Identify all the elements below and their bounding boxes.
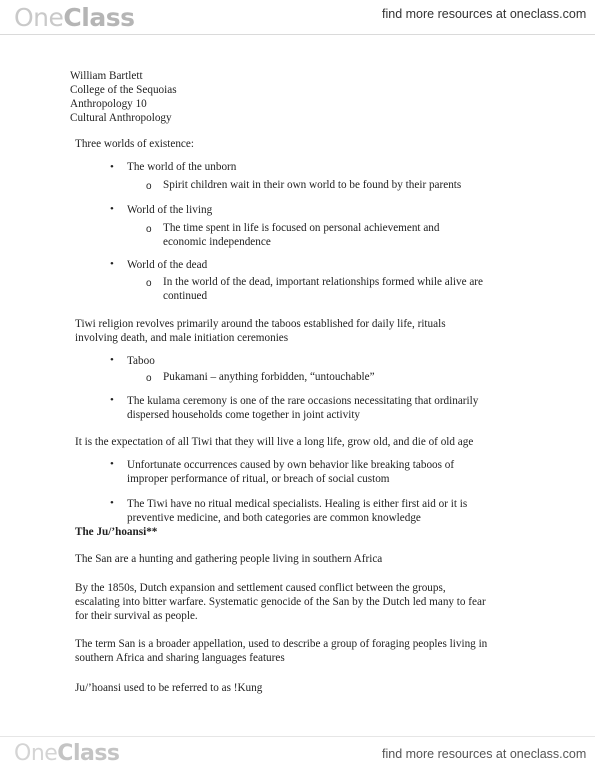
sub-item: Spirit children wait in their own world to be found by their parents <box>163 179 462 191</box>
section-heading: The Ju/’hoansi** <box>75 526 158 538</box>
bullet: • <box>110 161 114 173</box>
logo-suffix: Class <box>63 3 135 32</box>
logo-prefix: One <box>14 3 64 32</box>
sub-item: The time spent in life is focused on personal achievement and <box>163 222 440 234</box>
sub-item-cont: economic independence <box>163 236 271 248</box>
sub-bullet: o <box>146 373 152 384</box>
list-item: The kulama ceremony is one of the rare occasions necessitating that ordinarily <box>127 395 479 407</box>
school: College of the Sequoias <box>70 84 177 96</box>
bullet: • <box>110 497 114 509</box>
list-item: The Tiwi have no ritual medical specialists. Healing is either first aid or it is <box>127 498 468 510</box>
course: Anthropology 10 <box>70 98 147 110</box>
sub-item: Pukamani – anything forbidden, “untouchable” <box>163 371 375 383</box>
sub-item-cont: continued <box>163 290 208 302</box>
bullet: • <box>110 203 114 215</box>
paragraph: Ju/’hoansi used to be referred to as !Kung <box>75 682 263 694</box>
bullet: • <box>110 258 114 270</box>
paragraph-cont: for their survival as people. <box>75 610 198 622</box>
list-item: Taboo <box>127 355 155 367</box>
paragraph-cont: involving death, and male initiation ceremonies <box>75 332 289 344</box>
logo-prefix: One <box>14 741 58 766</box>
bullet: • <box>110 394 114 406</box>
oneclass-logo-footer <box>14 741 120 766</box>
bullet: • <box>110 458 114 470</box>
sub-bullet: o <box>146 224 152 235</box>
paragraph-cont: southern Africa and sharing languages features <box>75 652 285 664</box>
paragraph: The term San is a broader appellation, used to describe a group of foraging peoples living in <box>75 638 488 650</box>
subject: Cultural Anthropology <box>70 112 172 124</box>
paragraph: The San are a hunting and gathering people living in southern Africa <box>75 553 383 565</box>
header-divider <box>0 34 595 35</box>
list-item: World of the living <box>127 204 213 216</box>
list-item: The world of the unborn <box>127 161 237 173</box>
logo-suffix: Class <box>57 741 120 766</box>
paragraph: By the 1850s, Dutch expansion and settlement caused conflict between the groups, <box>75 582 446 594</box>
paragraph: Tiwi religion revolves primarily around the taboos established for daily life, rituals <box>75 318 446 330</box>
footer-resources-link[interactable]: find more resources at oneclass.com <box>382 747 587 761</box>
header-resources-link[interactable]: find more resources at oneclass.com <box>382 7 587 21</box>
footer-divider <box>0 736 595 737</box>
list-item: Unfortunate occurrences caused by own behavior like breaking taboos of <box>127 459 455 471</box>
list-item: World of the dead <box>127 259 208 271</box>
sub-bullet: o <box>146 278 152 289</box>
paragraph-cont: escalating into bitter warfare. Systematic genocide of the San by the Dutch led many to fear <box>75 596 486 608</box>
sub-item: In the world of the dead, important relationships formed while alive are <box>163 276 483 288</box>
paragraph: It is the expectation of all Tiwi that they will live a long life, grow old, and die of old age <box>75 436 474 448</box>
list-item-cont: improper performance of ritual, or breach of social custom <box>127 473 390 485</box>
list-item-cont: dispersed households come together in joint activity <box>127 409 361 421</box>
author: William Bartlett <box>70 70 143 82</box>
worlds-intro: Three worlds of existence: <box>75 138 194 150</box>
bullet: • <box>110 354 114 366</box>
list-item-cont: preventive medicine, and both categories are common knowledge <box>127 512 421 524</box>
sub-bullet: o <box>146 181 152 192</box>
oneclass-logo <box>14 3 134 32</box>
